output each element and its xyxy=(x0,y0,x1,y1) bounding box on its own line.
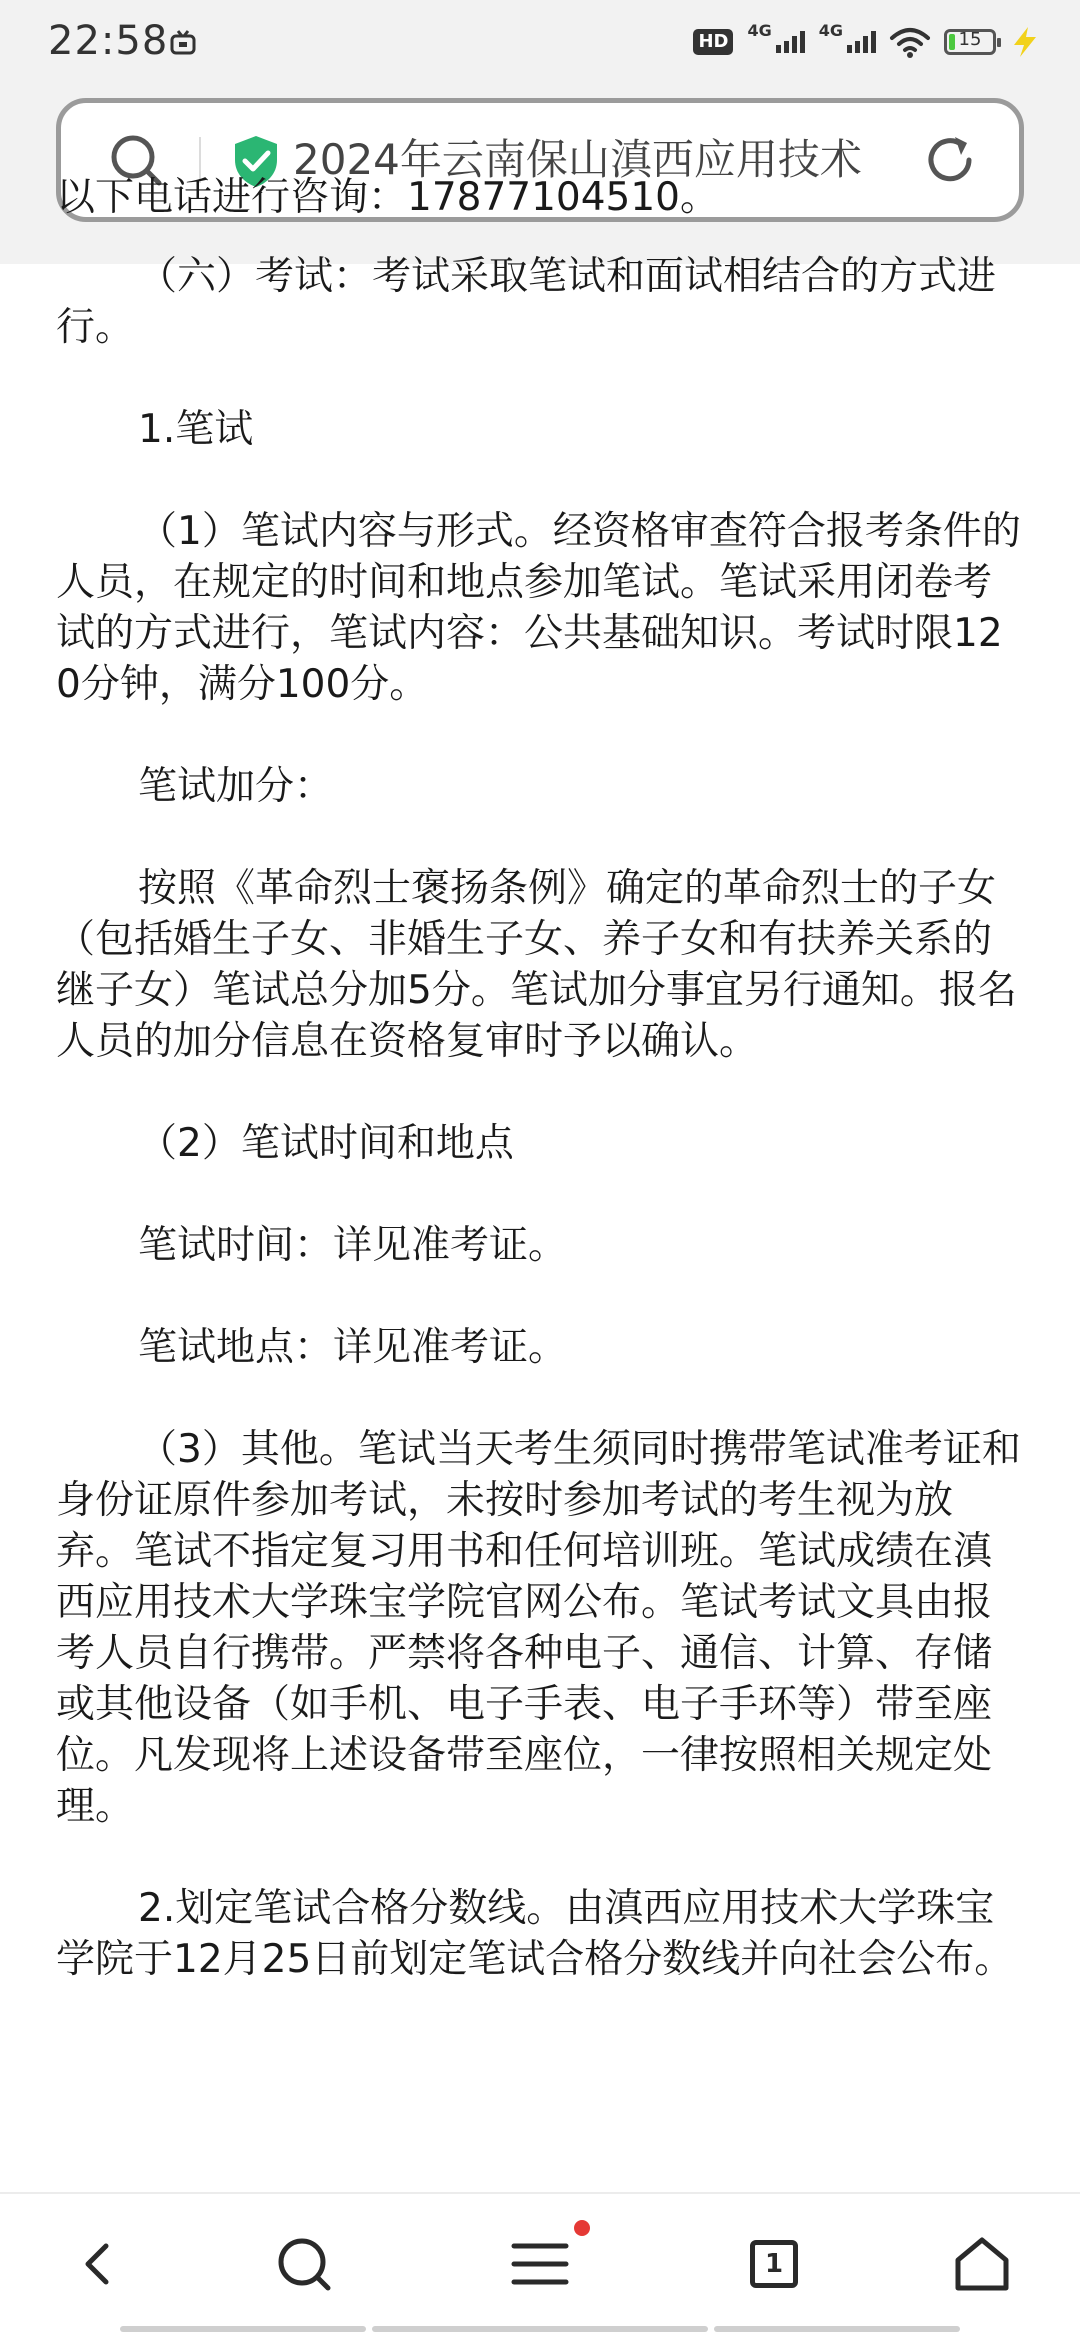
tabs-button[interactable] xyxy=(742,2232,806,2296)
home-icon[interactable] xyxy=(950,2232,1014,2296)
status-icons xyxy=(693,22,1040,62)
paragraph: （3）其他。笔试当天考生须同时携带笔试准考证和身份证原件参加考试，未按时参加考试的考生视为放弃。笔试不指定复习用书和任何培训班。笔试成绩在滇西应用技术大学珠宝学院官网公布。笔试考试文具由报考人员自行携带。严禁将各种电子、通信、计算、存储或其他设备（如手机、电子手表、电子手环等）带至座位。凡发现将上述设备带至座位，一律按照相关规定处理。 xyxy=(56,1427,1021,1829)
search-button[interactable] xyxy=(272,2232,336,2296)
clipped-line: 以下电话进行咨询：17877104510。 xyxy=(56,175,719,220)
notification-tv-icon xyxy=(168,28,198,58)
status-bar xyxy=(0,0,1080,84)
search-icon[interactable] xyxy=(272,2232,336,2296)
battery-icon xyxy=(944,29,996,55)
article-content xyxy=(56,175,1026,2180)
network-type-1: 4G xyxy=(747,20,772,40)
paragraph: 笔试时间：详见准考证。 xyxy=(138,1223,568,1268)
paragraph: （2）笔试时间和地点 xyxy=(138,1121,514,1166)
charging-icon xyxy=(1010,25,1040,59)
hd-icon: HD xyxy=(693,29,733,55)
paragraph: （1）笔试内容与形式。经资格审查符合报考条件的人员，在规定的时间和地点参加笔试。笔试采用闭卷考试的方式进行，笔试内容：公共基础知识。考试时限120分钟，满分100分。 xyxy=(56,509,1021,707)
page-title-url[interactable]: 2024年云南保山滇西应用技术 xyxy=(293,135,862,184)
gesture-bar xyxy=(372,2326,708,2332)
paragraph: 笔试加分： xyxy=(138,764,334,809)
tabs-icon[interactable]: 1 xyxy=(750,2240,798,2288)
paragraph: 2.划定笔试合格分数线。由滇西应用技术大学珠宝学院于12月25日前划定笔试合格分数线并向社会公布。 xyxy=(56,1886,1014,1982)
paragraph: 笔试地点：详见准考证。 xyxy=(138,1325,568,1370)
signal-icon xyxy=(847,31,876,53)
wifi-icon xyxy=(890,26,930,58)
bottom-navigation xyxy=(0,2192,1080,2342)
battery-level-text: 15 xyxy=(958,29,982,50)
paragraph: 按照《革命烈士褒扬条例》确定的革命烈士的子女（包括婚生子女、非婚生子女、养子女和有扶养关系的继子女）笔试总分加5分。笔试加分事宜另行通知。报名人员的加分信息在资格复审时予以确认。 xyxy=(56,866,1017,1064)
menu-icon[interactable] xyxy=(508,2232,572,2296)
status-time: 22:58 xyxy=(48,18,169,64)
signal-icon xyxy=(776,31,805,53)
paragraph: 1.笔试 xyxy=(138,407,254,452)
back-icon[interactable] xyxy=(68,2232,132,2296)
home-button[interactable] xyxy=(950,2232,1014,2296)
gesture-bar xyxy=(120,2326,366,2332)
back-button[interactable] xyxy=(68,2232,132,2296)
gesture-bar xyxy=(714,2326,960,2332)
paragraph: （六）考试：考试采取笔试和面试相结合的方式进行。 xyxy=(56,254,997,350)
menu-button[interactable] xyxy=(508,2232,572,2296)
network-type-2: 4G xyxy=(818,20,843,40)
notification-dot xyxy=(574,2220,590,2236)
